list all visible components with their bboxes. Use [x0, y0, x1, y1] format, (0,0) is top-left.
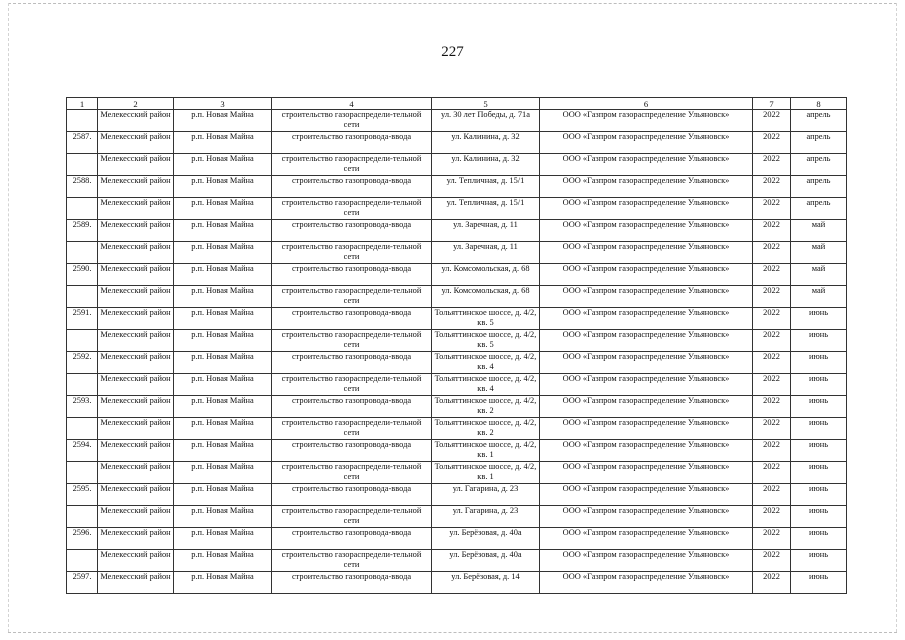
- address-cell: Тольяттинское шоссе, д. 4/2, кв. 1: [432, 462, 540, 484]
- page-number: 227: [441, 44, 464, 60]
- organization-cell: ООО «Газпром газораспределение Ульяновск»: [540, 110, 753, 132]
- month-cell: июнь: [791, 528, 847, 550]
- organization-cell: ООО «Газпром газораспределение Ульяновск»: [540, 396, 753, 418]
- organization-cell: ООО «Газпром газораспределение Ульяновск»: [540, 198, 753, 220]
- table-row: [67, 440, 847, 462]
- locality-cell: р.п. Новая Майна: [174, 154, 272, 176]
- column-header: 7: [753, 98, 791, 110]
- organization-cell: ООО «Газпром газораспределение Ульяновск»: [540, 484, 753, 506]
- organization-cell: ООО «Газпром газораспределение Ульяновск»: [540, 418, 753, 440]
- table-row: [67, 264, 847, 286]
- table-row: [67, 506, 847, 528]
- organization-cell: ООО «Газпром газораспределение Ульяновск»: [540, 506, 753, 528]
- organization-cell: ООО «Газпром газораспределение Ульяновск»: [540, 462, 753, 484]
- locality-cell: р.п. Новая Майна: [174, 220, 272, 242]
- table-row: [67, 550, 847, 572]
- organization-cell: ООО «Газпром газораспределение Ульяновск»: [540, 242, 753, 264]
- year-cell: 2022: [753, 286, 791, 308]
- year-cell: 2022: [753, 528, 791, 550]
- organization-cell: ООО «Газпром газораспределение Ульяновск»: [540, 220, 753, 242]
- address-cell: ул. Калинина, д. 32: [432, 132, 540, 154]
- district-cell: Мелекесский район: [98, 418, 174, 440]
- year-cell: 2022: [753, 242, 791, 264]
- district-cell: Мелекесский район: [98, 528, 174, 550]
- address-cell: ул. Тепличная, д. 15/1: [432, 176, 540, 198]
- work-type-cell: строительство газораспредели-тельной сети: [272, 550, 432, 572]
- work-type-cell: строительство газопровода-ввода: [272, 220, 432, 242]
- district-cell: Мелекесский район: [98, 308, 174, 330]
- month-cell: июнь: [791, 352, 847, 374]
- column-header: 6: [540, 98, 753, 110]
- address-cell: ул. Берёзовая, д. 14: [432, 572, 540, 594]
- locality-cell: р.п. Новая Майна: [174, 506, 272, 528]
- district-cell: Мелекесский район: [98, 330, 174, 352]
- year-cell: 2022: [753, 484, 791, 506]
- table-row: [67, 528, 847, 550]
- row-number-cell: 2587.: [67, 132, 98, 154]
- address-cell: ул. Берёзовая, д. 40а: [432, 528, 540, 550]
- row-number-cell: 2589.: [67, 220, 98, 242]
- scan-edge-bottom: [8, 632, 897, 633]
- address-cell: ул. 30 лет Победы, д. 71а: [432, 110, 540, 132]
- work-type-cell: строительство газопровода-ввода: [272, 264, 432, 286]
- work-type-cell: строительство газораспредели-тельной сети: [272, 154, 432, 176]
- table-row: [67, 242, 847, 264]
- district-cell: Мелекесский район: [98, 264, 174, 286]
- year-cell: 2022: [753, 550, 791, 572]
- column-header: 8: [791, 98, 847, 110]
- column-header: 1: [67, 98, 98, 110]
- row-number-cell: [67, 198, 98, 220]
- address-cell: Тольяттинское шоссе, д. 4/2, кв. 5: [432, 308, 540, 330]
- scan-edge-right: [896, 3, 897, 632]
- work-type-cell: строительство газопровода-ввода: [272, 572, 432, 594]
- row-number-cell: 2593.: [67, 396, 98, 418]
- month-cell: июнь: [791, 572, 847, 594]
- month-cell: июнь: [791, 396, 847, 418]
- address-cell: Тольяттинское шоссе, д. 4/2, кв. 4: [432, 374, 540, 396]
- table-row: [67, 572, 847, 594]
- organization-cell: ООО «Газпром газораспределение Ульяновск»: [540, 330, 753, 352]
- district-cell: Мелекесский район: [98, 506, 174, 528]
- district-cell: Мелекесский район: [98, 440, 174, 462]
- month-cell: апрель: [791, 154, 847, 176]
- district-cell: Мелекесский район: [98, 198, 174, 220]
- locality-cell: р.п. Новая Майна: [174, 330, 272, 352]
- district-cell: Мелекесский район: [98, 242, 174, 264]
- month-cell: июнь: [791, 330, 847, 352]
- row-number-cell: 2596.: [67, 528, 98, 550]
- table-row: [67, 176, 847, 198]
- year-cell: 2022: [753, 396, 791, 418]
- month-cell: май: [791, 220, 847, 242]
- column-header: 4: [272, 98, 432, 110]
- locality-cell: р.п. Новая Майна: [174, 132, 272, 154]
- month-cell: май: [791, 286, 847, 308]
- locality-cell: р.п. Новая Майна: [174, 264, 272, 286]
- year-cell: 2022: [753, 154, 791, 176]
- table-row: [67, 132, 847, 154]
- table-row: [67, 352, 847, 374]
- address-cell: Тольяттинское шоссе, д. 4/2, кв. 4: [432, 352, 540, 374]
- year-cell: 2022: [753, 308, 791, 330]
- organization-cell: ООО «Газпром газораспределение Ульяновск»: [540, 132, 753, 154]
- month-cell: апрель: [791, 132, 847, 154]
- work-type-cell: строительство газопровода-ввода: [272, 132, 432, 154]
- locality-cell: р.п. Новая Майна: [174, 550, 272, 572]
- row-number-cell: [67, 418, 98, 440]
- year-cell: 2022: [753, 264, 791, 286]
- row-number-cell: 2592.: [67, 352, 98, 374]
- organization-cell: ООО «Газпром газораспределение Ульяновск»: [540, 176, 753, 198]
- table-row: [67, 110, 847, 132]
- table-row: [67, 198, 847, 220]
- district-cell: Мелекесский район: [98, 396, 174, 418]
- month-cell: июнь: [791, 484, 847, 506]
- work-type-cell: строительство газопровода-ввода: [272, 176, 432, 198]
- organization-cell: ООО «Газпром газораспределение Ульяновск»: [540, 528, 753, 550]
- district-cell: Мелекесский район: [98, 176, 174, 198]
- year-cell: 2022: [753, 572, 791, 594]
- row-number-cell: 2597.: [67, 572, 98, 594]
- locality-cell: р.п. Новая Майна: [174, 484, 272, 506]
- address-cell: ул. Берёзовая, д. 40а: [432, 550, 540, 572]
- year-cell: 2022: [753, 374, 791, 396]
- table-row: [67, 330, 847, 352]
- work-type-cell: строительство газораспредели-тельной сети: [272, 286, 432, 308]
- organization-cell: ООО «Газпром газораспределение Ульяновск»: [540, 308, 753, 330]
- locality-cell: р.п. Новая Майна: [174, 308, 272, 330]
- address-cell: Тольяттинское шоссе, д. 4/2, кв. 2: [432, 396, 540, 418]
- work-type-cell: строительство газораспредели-тельной сети: [272, 198, 432, 220]
- address-cell: Тольяттинское шоссе, д. 4/2, кв. 1: [432, 440, 540, 462]
- row-number-cell: [67, 286, 98, 308]
- work-type-cell: строительство газопровода-ввода: [272, 440, 432, 462]
- locality-cell: р.п. Новая Майна: [174, 440, 272, 462]
- column-header: 2: [98, 98, 174, 110]
- row-number-cell: [67, 550, 98, 572]
- year-cell: 2022: [753, 418, 791, 440]
- locality-cell: р.п. Новая Майна: [174, 374, 272, 396]
- work-type-cell: строительство газопровода-ввода: [272, 396, 432, 418]
- row-number-cell: 2594.: [67, 440, 98, 462]
- district-cell: Мелекесский район: [98, 132, 174, 154]
- table-row: [67, 154, 847, 176]
- month-cell: апрель: [791, 198, 847, 220]
- district-cell: Мелекесский район: [98, 484, 174, 506]
- address-cell: ул. Заречная, д. 11: [432, 242, 540, 264]
- year-cell: 2022: [753, 220, 791, 242]
- address-cell: ул. Комсомольская, д. 68: [432, 286, 540, 308]
- organization-cell: ООО «Газпром газораспределение Ульяновск»: [540, 264, 753, 286]
- locality-cell: р.п. Новая Майна: [174, 396, 272, 418]
- address-cell: Тольяттинское шоссе, д. 4/2, кв. 5: [432, 330, 540, 352]
- table-body: [67, 110, 847, 594]
- month-cell: июнь: [791, 374, 847, 396]
- year-cell: 2022: [753, 506, 791, 528]
- work-type-cell: строительство газопровода-ввода: [272, 484, 432, 506]
- row-number-cell: 2588.: [67, 176, 98, 198]
- table-row: [67, 418, 847, 440]
- locality-cell: р.п. Новая Майна: [174, 286, 272, 308]
- work-type-cell: строительство газораспредели-тельной сети: [272, 418, 432, 440]
- month-cell: май: [791, 242, 847, 264]
- month-cell: апрель: [791, 176, 847, 198]
- organization-cell: ООО «Газпром газораспределение Ульяновск»: [540, 286, 753, 308]
- organization-cell: ООО «Газпром газораспределение Ульяновск»: [540, 572, 753, 594]
- address-cell: ул. Тепличная, д. 15/1: [432, 198, 540, 220]
- month-cell: июнь: [791, 440, 847, 462]
- district-cell: Мелекесский район: [98, 154, 174, 176]
- table-row: [67, 374, 847, 396]
- address-cell: ул. Гагарина, д. 23: [432, 506, 540, 528]
- locality-cell: р.п. Новая Майна: [174, 528, 272, 550]
- table-row: [67, 220, 847, 242]
- month-cell: июнь: [791, 506, 847, 528]
- locality-cell: р.п. Новая Майна: [174, 242, 272, 264]
- row-number-cell: [67, 154, 98, 176]
- month-cell: июнь: [791, 550, 847, 572]
- row-number-cell: 2591.: [67, 308, 98, 330]
- month-cell: июнь: [791, 418, 847, 440]
- work-type-cell: строительство газораспредели-тельной сети: [272, 506, 432, 528]
- table-row: [67, 396, 847, 418]
- address-cell: ул. Заречная, д. 11: [432, 220, 540, 242]
- locality-cell: р.п. Новая Майна: [174, 198, 272, 220]
- district-cell: Мелекесский район: [98, 220, 174, 242]
- address-cell: Тольяттинское шоссе, д. 4/2, кв. 2: [432, 418, 540, 440]
- work-type-cell: строительство газопровода-ввода: [272, 308, 432, 330]
- row-number-cell: [67, 462, 98, 484]
- work-type-cell: строительство газораспредели-тельной сети: [272, 462, 432, 484]
- work-type-cell: строительство газораспредели-тельной сети: [272, 374, 432, 396]
- year-cell: 2022: [753, 132, 791, 154]
- gas-works-table: [66, 97, 847, 594]
- organization-cell: ООО «Газпром газораспределение Ульяновск»: [540, 374, 753, 396]
- organization-cell: ООО «Газпром газораспределение Ульяновск»: [540, 154, 753, 176]
- year-cell: 2022: [753, 176, 791, 198]
- column-header: 5: [432, 98, 540, 110]
- organization-cell: ООО «Газпром газораспределение Ульяновск»: [540, 352, 753, 374]
- year-cell: 2022: [753, 440, 791, 462]
- table-row: [67, 308, 847, 330]
- work-type-cell: строительство газораспредели-тельной сети: [272, 330, 432, 352]
- district-cell: Мелекесский район: [98, 352, 174, 374]
- work-type-cell: строительство газопровода-ввода: [272, 352, 432, 374]
- row-number-cell: [67, 506, 98, 528]
- row-number-cell: [67, 242, 98, 264]
- month-cell: июнь: [791, 308, 847, 330]
- organization-cell: ООО «Газпром газораспределение Ульяновск»: [540, 550, 753, 572]
- year-cell: 2022: [753, 352, 791, 374]
- work-type-cell: строительство газораспредели-тельной сети: [272, 242, 432, 264]
- row-number-cell: 2595.: [67, 484, 98, 506]
- district-cell: Мелекесский район: [98, 374, 174, 396]
- work-type-cell: строительство газораспредели-тельной сети: [272, 110, 432, 132]
- table-row: [67, 484, 847, 506]
- month-cell: апрель: [791, 110, 847, 132]
- locality-cell: р.п. Новая Майна: [174, 110, 272, 132]
- month-cell: май: [791, 264, 847, 286]
- address-cell: ул. Комсомольская, д. 68: [432, 264, 540, 286]
- district-cell: Мелекесский район: [98, 110, 174, 132]
- row-number-cell: [67, 330, 98, 352]
- locality-cell: р.п. Новая Майна: [174, 352, 272, 374]
- work-type-cell: строительство газопровода-ввода: [272, 528, 432, 550]
- table-row: [67, 286, 847, 308]
- header-row: [67, 98, 847, 110]
- address-cell: ул. Гагарина, д. 23: [432, 484, 540, 506]
- year-cell: 2022: [753, 198, 791, 220]
- row-number-cell: [67, 374, 98, 396]
- locality-cell: р.п. Новая Майна: [174, 176, 272, 198]
- district-cell: Мелекесский район: [98, 462, 174, 484]
- locality-cell: р.п. Новая Майна: [174, 572, 272, 594]
- month-cell: июнь: [791, 462, 847, 484]
- column-header: 3: [174, 98, 272, 110]
- scan-edge-top: [8, 3, 897, 4]
- row-number-cell: 2590.: [67, 264, 98, 286]
- district-cell: Мелекесский район: [98, 286, 174, 308]
- organization-cell: ООО «Газпром газораспределение Ульяновск»: [540, 440, 753, 462]
- locality-cell: р.п. Новая Майна: [174, 462, 272, 484]
- district-cell: Мелекесский район: [98, 550, 174, 572]
- district-cell: Мелекесский район: [98, 572, 174, 594]
- year-cell: 2022: [753, 462, 791, 484]
- year-cell: 2022: [753, 110, 791, 132]
- row-number-cell: [67, 110, 98, 132]
- table-row: [67, 462, 847, 484]
- address-cell: ул. Калинина, д. 32: [432, 154, 540, 176]
- locality-cell: р.п. Новая Майна: [174, 418, 272, 440]
- year-cell: 2022: [753, 330, 791, 352]
- scan-edge-left: [8, 3, 9, 632]
